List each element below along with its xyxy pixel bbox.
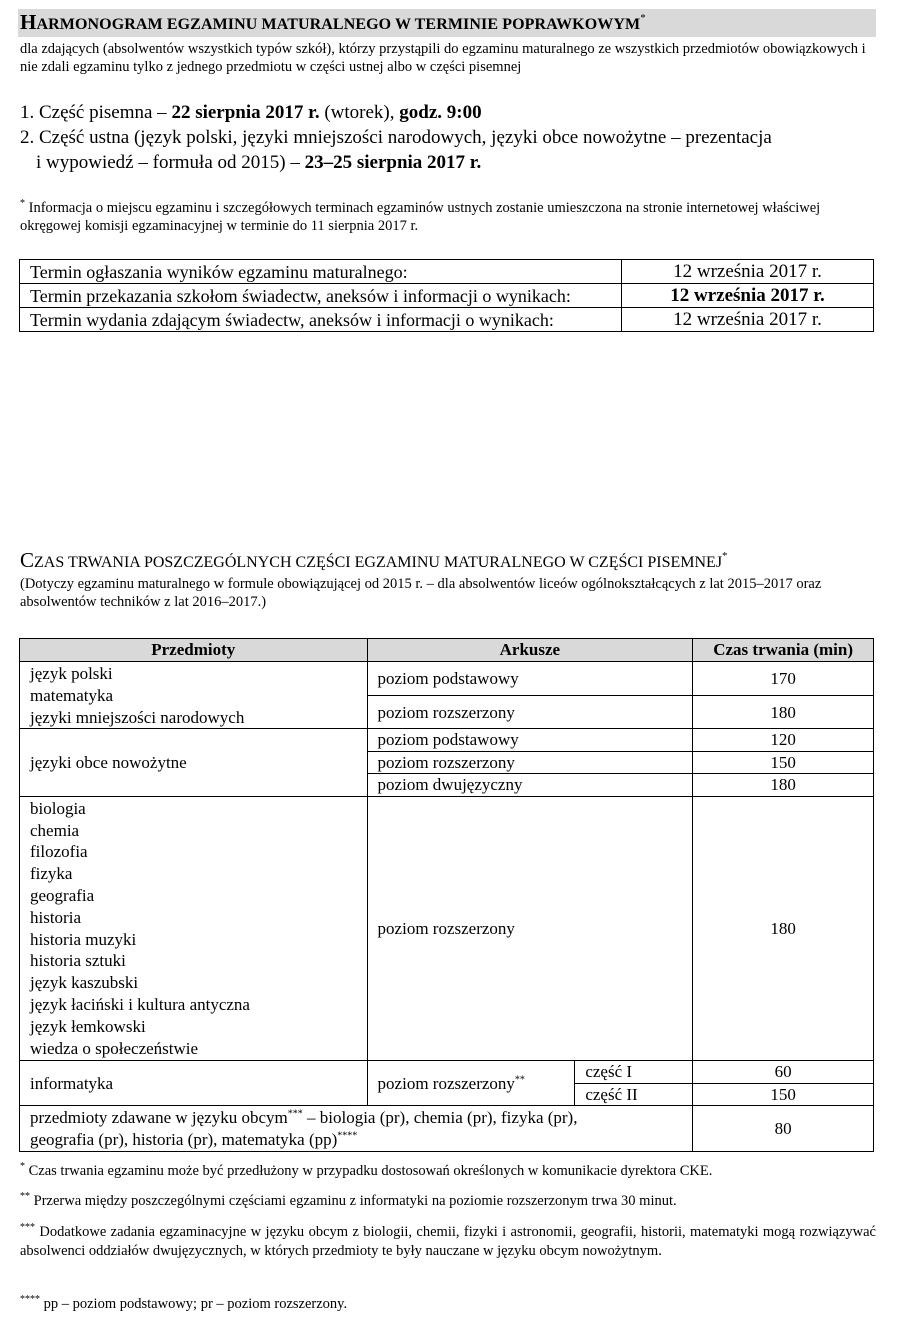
header-subjects: Przedmioty xyxy=(20,639,368,662)
row-value: 12 września 2017 r. xyxy=(622,284,874,308)
schedule-item-oral: 2. Część ustna (język polski, języki mniejszości narodowych, języki obce nowożytne – prezentacja xyxy=(20,127,772,148)
subject: język polski xyxy=(30,664,113,683)
sheet-cell: poziom dwujęzyczny xyxy=(367,774,693,797)
duration-cell: 180 xyxy=(693,774,874,797)
subject: historia muzyki xyxy=(30,929,137,949)
subject: historia sztuki xyxy=(30,951,126,971)
duration-cell: 170 xyxy=(693,662,874,696)
duration-cell: 80 xyxy=(693,1106,874,1152)
section-description: (Dotyczy egzaminu maturalnego w formule obowiązującej od 2015 r. – dla absolwentów liceów ogólnokształcących z lat 2015–2017 oraz absolwentów techników z lat 2016–2017.) xyxy=(20,576,822,610)
duration-cell: 180 xyxy=(693,796,874,1061)
subjects-cell xyxy=(20,796,368,1061)
subject-cell: języki obce nowożytne xyxy=(20,729,368,797)
duration-cell: 60 xyxy=(693,1061,874,1084)
schedule-item-written: 1. Część pisemna – 22 sierpnia 2017 r. (wtorek), godz. 9:00 xyxy=(20,102,482,123)
subject: język łaciński i kultura antyczna xyxy=(30,995,250,1015)
duration-cell: 150 xyxy=(693,751,874,774)
table-row xyxy=(20,729,874,752)
table-row xyxy=(20,1106,874,1152)
sheet-cell: poziom rozszerzony xyxy=(367,796,693,1061)
row-label: Termin ogłaszania wyników egzaminu maturalnego: xyxy=(20,260,622,284)
footnote-2: ** Przerwa między poszczególnymi częściami egzaminu z informatyki na poziomie rozszerzonym trwa 30 minut. xyxy=(20,1191,677,1209)
subject: geografia xyxy=(30,886,95,906)
row-label: Termin wydania zdającym świadectw, aneksów i informacji o wynikach: xyxy=(20,308,622,332)
table-row xyxy=(20,662,874,696)
part-cell: część II xyxy=(575,1083,693,1106)
subject-cell: informatyka xyxy=(20,1061,368,1106)
page-title: HARMONOGRAM EGZAMINU MATURALNEGO W TERMINIE POPRAWKOWYM* xyxy=(20,10,646,34)
subject: filozofia xyxy=(30,842,88,862)
duration-cell: 120 xyxy=(693,729,874,752)
section-title: CZAS TRWANIA POSZCZEGÓLNYCH CZĘŚCI EGZAMINU MATURALNEGO W CZĘŚCI PISEMNEJ* xyxy=(20,548,728,572)
part-cell: część I xyxy=(575,1061,693,1084)
table-row xyxy=(20,796,874,1061)
subject: biologia xyxy=(30,798,86,818)
foreign-language-subjects-cell: przedmioty zdawane w języku obcym*** – biologia (pr), chemia (pr), fizyka (pr), geografia (pr), historia (pr), matematyka (pp)**** xyxy=(20,1106,693,1152)
results-dates-table xyxy=(19,259,874,332)
header-sheets: Arkusze xyxy=(367,639,693,662)
table-header-row xyxy=(20,639,874,662)
sheet-cell: poziom rozszerzony xyxy=(367,696,693,729)
subject: matematyka xyxy=(30,685,114,705)
schedule-item-oral-cont: i wypowiedź – formuła od 2015) – 23–25 sierpnia 2017 r. xyxy=(36,152,482,173)
footnote-1: * Czas trwania egzaminu może być przedłużony w przypadku dostosowań określonych w komunikacie dyrektora CKE. xyxy=(20,1161,713,1179)
subject: język łemkowski xyxy=(30,1016,146,1036)
row-label: Termin przekazania szkołom świadectw, aneksów i informacji o wynikach: xyxy=(20,284,622,308)
subject: fizyka xyxy=(30,864,73,884)
sheet-cell: poziom rozszerzony xyxy=(367,751,693,774)
table-row xyxy=(20,260,874,284)
subject: historia xyxy=(30,907,81,927)
table-row xyxy=(20,1061,874,1084)
info-note: * Informacja o miejscu egzaminu i szczegółowych terminach egzaminów ustnych zostanie umieszczona na stronie internetowej właściwej okręgowej komisji egzaminacyjnej w terminie do 11 sierpnia 2017 r. xyxy=(20,198,821,234)
intro-text: dla zdających (absolwentów wszystkich typów szkół), którzy przystąpili do egzaminu maturalnego ze wszystkich przedmiotów obowiązkowych i nie zdali egzaminu tylko z jednego przedmiotu w części ustnej albo w części pisemnej xyxy=(20,41,866,75)
sheet-cell: poziom podstawowy xyxy=(367,662,693,696)
table-row xyxy=(20,308,874,332)
subject: chemia xyxy=(30,820,80,840)
header-duration: Czas trwania (min) xyxy=(693,639,874,662)
schedule-list xyxy=(20,100,772,175)
duration-table xyxy=(19,638,874,1152)
duration-cell: 180 xyxy=(693,696,874,729)
subject: wiedza o społeczeństwie xyxy=(30,1038,199,1058)
table-row xyxy=(20,284,874,308)
duration-cell: 150 xyxy=(693,1083,874,1106)
subject: język kaszubski xyxy=(30,973,139,993)
row-value: 12 września 2017 r. xyxy=(622,308,874,332)
footnote-4: **** pp – poziom podstawowy; pr – poziom rozszerzony. xyxy=(20,1294,348,1312)
sheet-cell: poziom podstawowy xyxy=(367,729,693,752)
footnote-3: *** Dodatkowe zadania egzaminacyjne w języku obcym z biologii, chemii, fizyki i astronomii, geografii, historii, matematyki mogą rozwiązywać absolwenci oddziałów dwujęzycznych, w których przedmioty te były nauczane w języku obcym nowożytnym. xyxy=(20,1222,876,1259)
subject: języki mniejszości narodowych xyxy=(30,707,245,727)
row-value: 12 września 2017 r. xyxy=(622,260,874,284)
sheet-cell: poziom rozszerzony** xyxy=(367,1061,575,1106)
subjects-cell xyxy=(20,662,368,729)
